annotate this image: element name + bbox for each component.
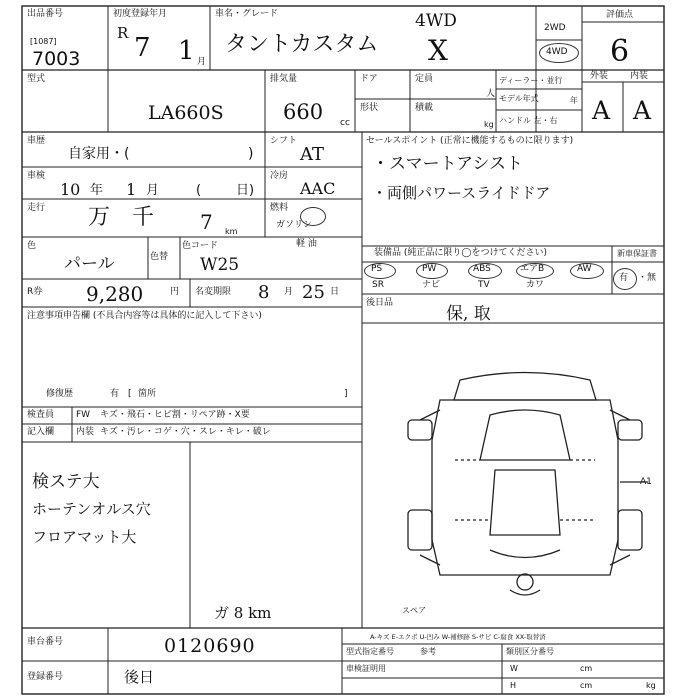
ac-value: AAC xyxy=(300,179,336,198)
lot-label: 出品番号 xyxy=(27,9,64,19)
color-change-label: 色替 xyxy=(150,252,169,262)
type-designation-ref: 参考 xyxy=(420,647,436,656)
meigara-day-unit: 日 xyxy=(330,287,340,297)
fuel-gasoline: ガソリン xyxy=(276,220,313,230)
cc-unit: cc xyxy=(340,118,350,128)
sales-item-1: ・スマートアシスト xyxy=(372,154,523,174)
car-name-label: 車名・グレード xyxy=(215,9,279,19)
grade: X xyxy=(428,34,448,67)
repair-close: ] xyxy=(344,389,348,399)
person-unit: 人 xyxy=(486,89,496,99)
dealer-label: ディーラー・並行 xyxy=(499,76,563,85)
chassis-number: 0120690 xyxy=(164,635,256,657)
remark-line-3: フロアマット大 xyxy=(32,528,137,546)
equip-aw: AW xyxy=(577,264,592,274)
damage-legend: A-キズ E-エクボ U-凹み W-補修跡 S-サビ C-腐食 XX-取替済 xyxy=(370,633,546,641)
drive-handwritten: 4WD xyxy=(415,11,457,31)
repair-label: 修復歴 xyxy=(46,389,74,399)
interior-inspect-text: キズ・汚レ・コゲ・穴・スレ・キレ・破レ xyxy=(100,427,271,437)
equip-ps: PS xyxy=(371,264,383,274)
first-registration-label: 初度登録年月 xyxy=(113,9,168,19)
car-diagram xyxy=(400,360,650,610)
history-close: ) xyxy=(248,146,254,162)
load-label: 積載 xyxy=(415,103,434,113)
chassis-label: 車台番号 xyxy=(27,637,64,647)
price-label: R券 xyxy=(27,287,43,297)
notes-label: 注意事項申告欄 (不具合内容等は具体的に記入して下さい) xyxy=(27,311,262,321)
registration-month-unit: 月 xyxy=(197,57,207,67)
equipment-label: 装備品 (純正品に限り◯をつけてください) xyxy=(374,248,547,258)
remark-bottom: ガ 8 km xyxy=(214,604,272,622)
meigara-month: 8 xyxy=(258,282,270,303)
door-label: ドア xyxy=(360,74,378,84)
inspection-label: 車検 xyxy=(27,171,46,181)
repair-text: 箇所 xyxy=(138,389,157,399)
shift-label: シフト xyxy=(270,136,298,146)
color-label: 色 xyxy=(27,241,37,251)
class-number-label: 類別区分番号 xyxy=(506,647,554,656)
equip-tv: TV xyxy=(478,280,490,290)
remark-line-1: 検ステ大 xyxy=(32,472,100,492)
twowd-option: 2WD xyxy=(544,23,566,33)
inspection-month-unit: 月 xyxy=(146,183,160,198)
equip-airbag: エアB xyxy=(520,264,545,274)
repair-open: [ xyxy=(128,389,132,399)
meigara-label: 名変期限 xyxy=(195,287,232,297)
exterior-score: A xyxy=(592,96,611,125)
capacity-label: 定員 xyxy=(415,74,434,84)
registration-number-label: 登録番号 xyxy=(27,672,64,682)
remark-line-2: ホーテンオルス穴 xyxy=(32,500,151,518)
warranty-label: 新車保証書 xyxy=(617,249,657,258)
later-label: 後日品 xyxy=(366,298,394,308)
weight-unit: kg xyxy=(646,681,656,690)
price-unit: 円 xyxy=(170,287,180,297)
inspection-year: 10 xyxy=(60,180,81,199)
sales-label: セールスポイント (正常に機能するものに限ります) xyxy=(366,136,574,146)
type-designation-label: 型式指定番号 xyxy=(346,647,394,656)
ac-label: 冷房 xyxy=(270,171,289,181)
fuel-diesel: 軽 油 xyxy=(296,239,317,249)
cert-label: 車検証明用 xyxy=(346,664,386,673)
height-label: H xyxy=(510,681,517,690)
score-value: 6 xyxy=(610,34,630,69)
sales-item-2: ・両側パワースライドドア xyxy=(372,184,551,202)
color-code: W25 xyxy=(200,255,240,275)
interior-label: 内装 xyxy=(630,71,649,81)
equip-sr: SR xyxy=(372,280,384,290)
displacement-value: 660 xyxy=(283,100,324,124)
meigara-day: 25 xyxy=(302,282,325,303)
repair-value: 有 xyxy=(110,389,120,399)
equip-abs: ABS xyxy=(473,264,491,274)
registration-month: 1 xyxy=(178,36,195,66)
lot-number: 7003 xyxy=(32,48,81,70)
car-name: タントカスタム xyxy=(225,32,379,57)
km-unit: km xyxy=(225,227,238,236)
history-label: 車歴 xyxy=(27,136,46,146)
inspection-month: 1 xyxy=(126,180,137,199)
fw-text: キズ・飛石・ヒビ割・リペア跡・X要 xyxy=(100,410,250,420)
width-unit: cm xyxy=(580,664,593,673)
model-value: LA660S xyxy=(148,102,224,124)
score-label: 評価点 xyxy=(606,10,634,20)
equip-pw: PW xyxy=(422,264,437,274)
model-year-unit: 年 xyxy=(570,96,578,105)
shape-label: 形状 xyxy=(360,103,379,113)
height-unit: cm xyxy=(580,681,593,690)
interior-inspect-label: 内装 xyxy=(76,427,95,437)
mileage-man: 万 xyxy=(88,205,111,230)
price-value: 9,280 xyxy=(86,282,144,306)
equip-navi: ナビ xyxy=(422,280,441,290)
kg-unit: kg xyxy=(484,120,494,129)
meigara-month-unit: 月 xyxy=(284,287,294,297)
fw-label: FW xyxy=(76,410,91,420)
inspection-day-unit: 日) xyxy=(236,183,255,198)
registration-number-value: 後日 xyxy=(124,668,155,686)
damage-mark: A1 xyxy=(640,477,652,487)
fourwd-option: 4WD xyxy=(546,47,568,57)
registration-era: R xyxy=(117,24,129,42)
inspector-label-1: 検査員 xyxy=(27,410,55,420)
mileage-label: 走行 xyxy=(27,203,46,213)
shift-value: AT xyxy=(300,144,325,165)
interior-score: A xyxy=(633,96,652,125)
inspection-year-unit: 年 xyxy=(90,183,104,198)
width-label: W xyxy=(510,664,518,673)
lot-sub: [1087] xyxy=(30,37,57,46)
mileage-sen: 千 xyxy=(132,205,155,230)
mileage-ones: 7 xyxy=(200,210,213,234)
equip-leather: カワ xyxy=(526,280,545,290)
displacement-label: 排気量 xyxy=(270,74,298,84)
warranty-no: ・無 xyxy=(638,273,657,283)
handle-label: ハンドル 左・右 xyxy=(499,116,558,125)
later-value: 保, 取 xyxy=(446,304,491,324)
warranty-yes: 有 xyxy=(619,273,629,283)
history-value: 自家用・( xyxy=(68,146,130,162)
inspection-day-open: ( xyxy=(196,183,202,198)
registration-year: 7 xyxy=(134,33,151,63)
spare-label: スペア xyxy=(402,606,426,615)
fuel-label: 燃料 xyxy=(270,203,289,213)
inspector-label-2: 記入欄 xyxy=(27,427,55,437)
color-code-label: 色コード xyxy=(182,241,219,251)
model-year-label: モデル年式 xyxy=(499,94,539,103)
color-value: パール xyxy=(64,254,115,274)
exterior-label: 外装 xyxy=(590,71,609,81)
model-label: 型式 xyxy=(27,74,46,84)
